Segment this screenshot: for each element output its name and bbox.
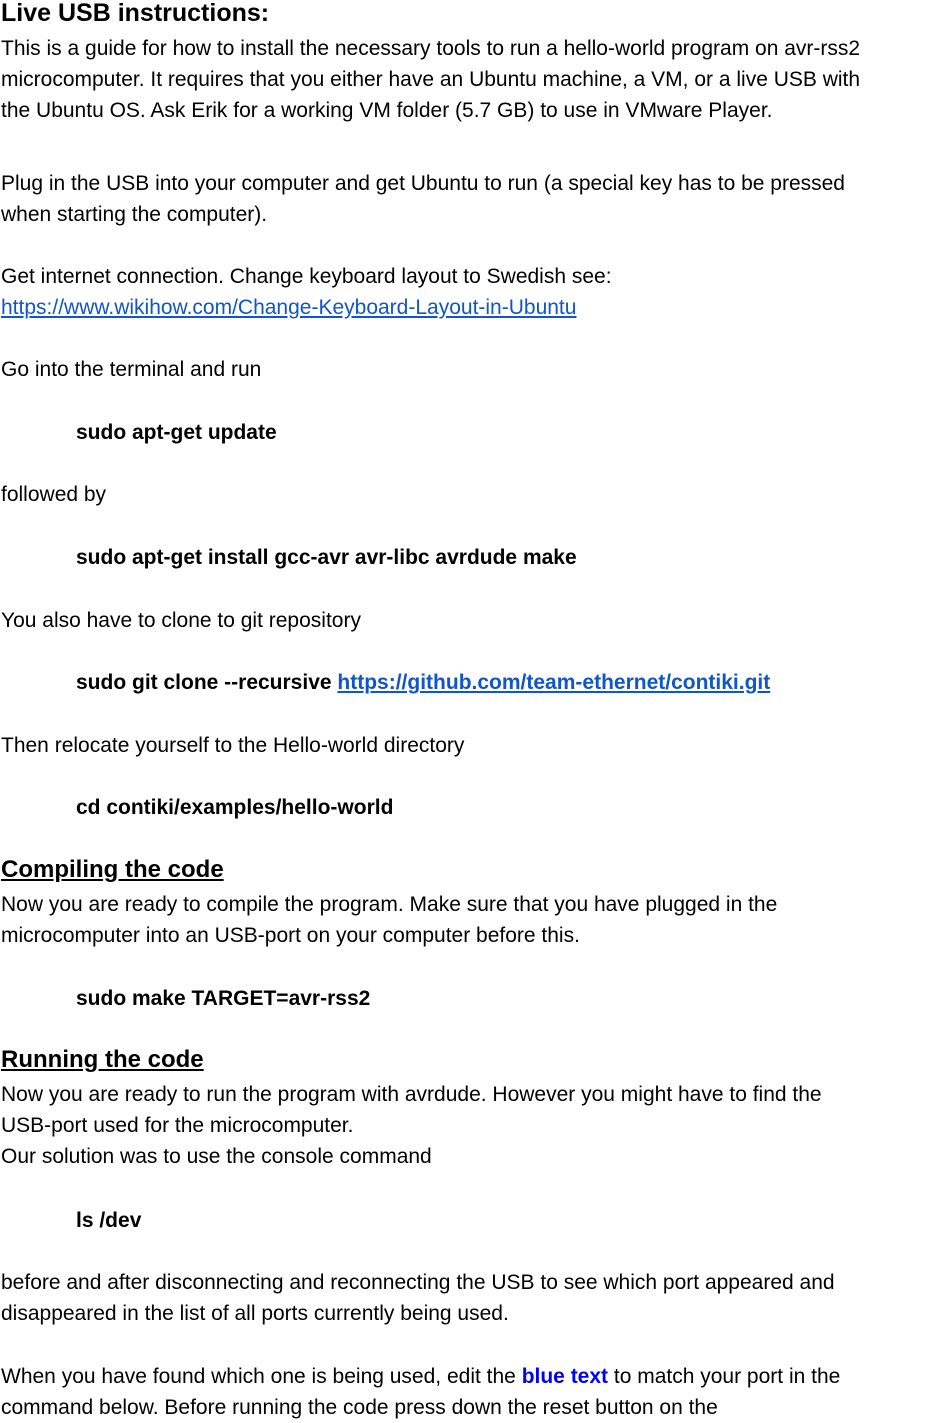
clone-intro: You also have to clone to git repository xyxy=(1,609,361,632)
final-line-2: command below. Before running the code press down the reset button on the xyxy=(1,1396,718,1419)
plug-in-line-2: when starting the computer). xyxy=(1,203,268,226)
contiki-repo-link[interactable]: https://github.com/team-ethernet/contiki.git xyxy=(337,671,771,694)
relocate-intro: Then relocate yourself to the Hello-world directory xyxy=(1,734,465,757)
command-cd: cd contiki/examples/hello-world xyxy=(76,796,394,819)
compiling-heading: Compiling the code xyxy=(1,856,224,883)
final-line-1 xyxy=(1,1361,840,1392)
git-clone-prefix: sudo git clone --recursive xyxy=(76,671,338,694)
final-line-1-end: to match your port in the xyxy=(608,1365,841,1388)
followed-by-text: followed by xyxy=(1,483,107,506)
plug-in-line-1: Plug in the USB into your computer and get Ubuntu to run (a special key has to be pressed xyxy=(1,172,845,195)
intro-line-1: This is a guide for how to install the necessary tools to run a hello-world program on avr-rss2 xyxy=(1,37,861,60)
wikihow-link[interactable]: https://www.wikihow.com/Change-Keyboard-Layout-in-Ubuntu xyxy=(1,296,577,319)
compiling-line-1: Now you are ready to compile the program. Make sure that you have plugged in the xyxy=(1,893,778,916)
command-apt-install: sudo apt-get install gcc-avr avr-libc avrdude make xyxy=(76,546,577,569)
running-heading: Running the code xyxy=(1,1046,204,1073)
command-git-clone xyxy=(76,667,770,698)
running-line-2: USB-port used for the microcomputer. xyxy=(1,1114,354,1137)
final-line-1-start: When you have found which one is being used, edit the xyxy=(1,1365,522,1388)
running-line-1: Now you are ready to run the program with avrdude. However you might have to find the xyxy=(1,1083,822,1106)
compiling-line-2: microcomputer into an USB-port on your computer before this. xyxy=(1,924,580,947)
page-title: Live USB instructions: xyxy=(1,0,270,27)
running-line-3: Our solution was to use the console command xyxy=(1,1145,432,1168)
blue-text-label: blue text xyxy=(521,1365,609,1388)
terminal-intro: Go into the terminal and run xyxy=(1,358,262,381)
internet-line: Get internet connection. Change keyboard layout to Swedish see: xyxy=(1,265,612,288)
after-line-1: before and after disconnecting and reconnecting the USB to see which port appeared and xyxy=(1,1271,835,1294)
command-make: sudo make TARGET=avr-rss2 xyxy=(76,987,371,1010)
command-ls-dev: ls /dev xyxy=(76,1209,142,1232)
command-apt-update: sudo apt-get update xyxy=(76,421,277,444)
intro-line-2: microcomputer. It requires that you either have an Ubuntu machine, a VM, or a live USB with xyxy=(1,68,861,91)
after-line-2: disappeared in the list of all ports currently being used. xyxy=(1,1302,509,1325)
intro-line-3: the Ubuntu OS. Ask Erik for a working VM folder (5.7 GB) to use in VMware Player. xyxy=(1,99,773,122)
